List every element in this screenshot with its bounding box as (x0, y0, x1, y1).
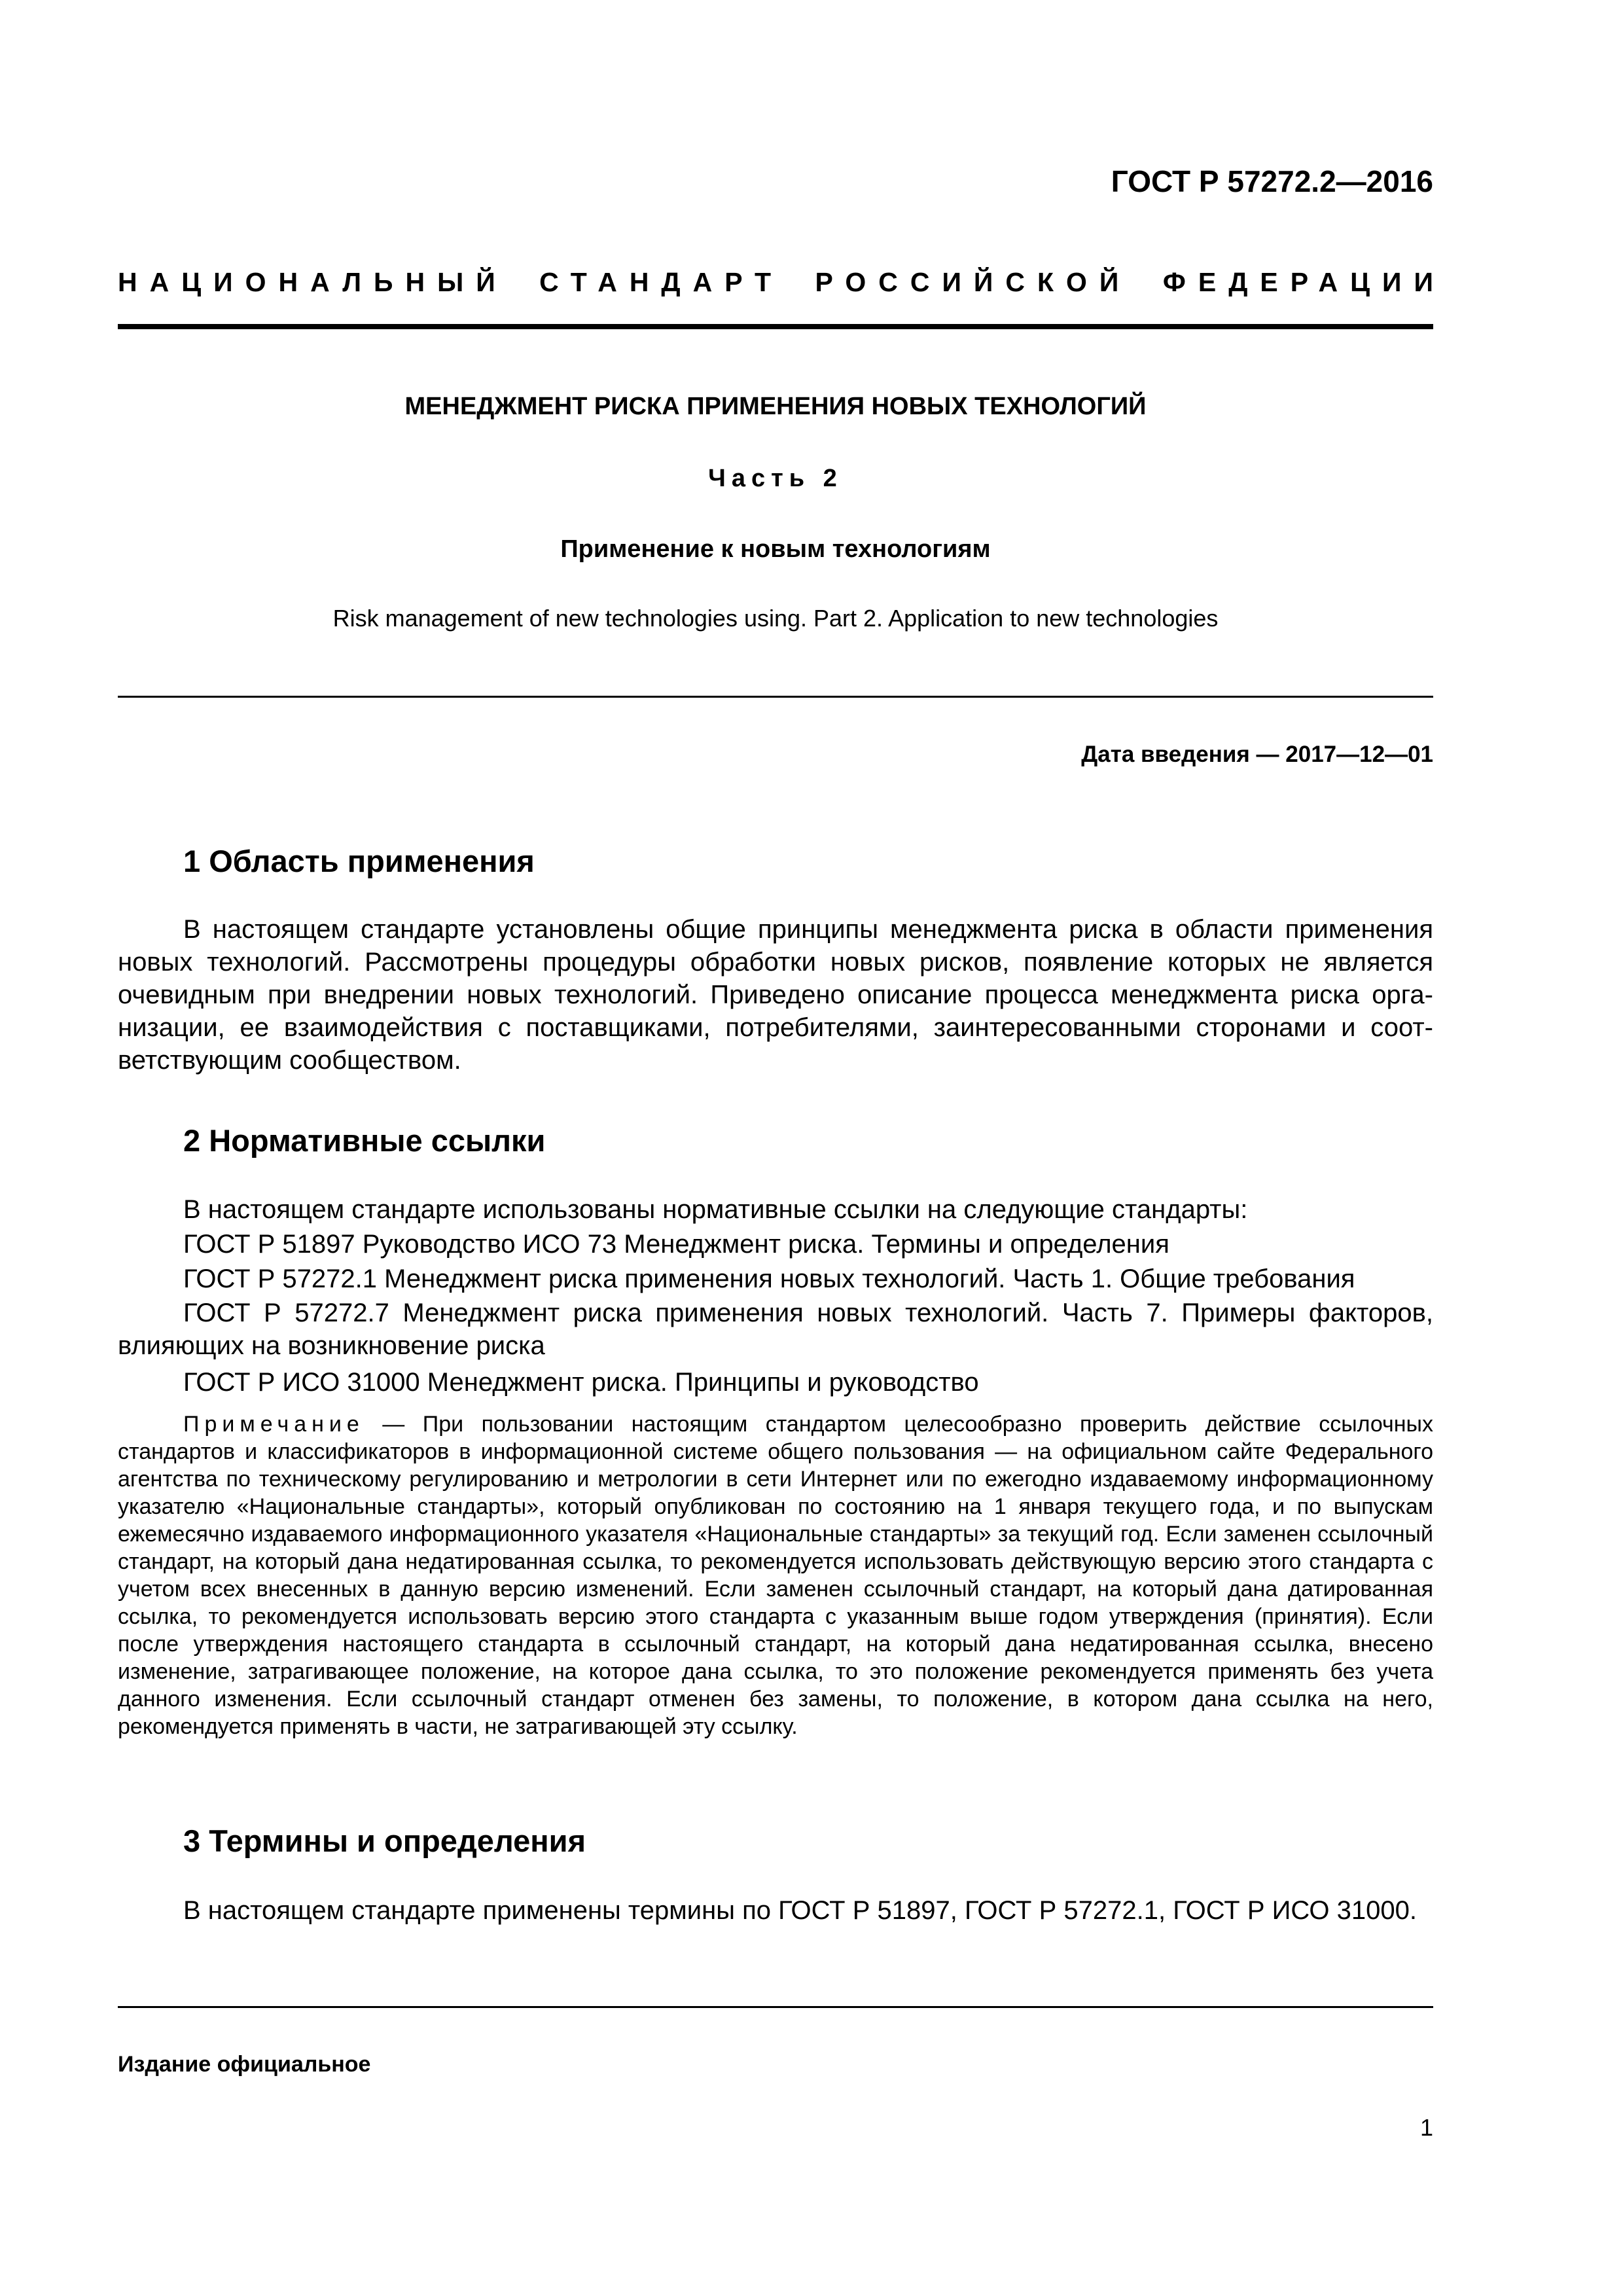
note-label: Примечание (183, 1412, 365, 1437)
section-heading-scope: 1 Область применения (183, 844, 535, 878)
references-note (118, 1410, 1433, 1740)
standard-title: МЕНЕДЖМЕНТ РИСКА ПРИМЕНЕНИЯ НОВЫХ ТЕХНОЛОГИЙ (404, 393, 1147, 420)
title-divider (118, 696, 1433, 698)
part-title: Применение к новым технологиям (560, 535, 991, 563)
reference-item: ГОСТ Р ИСО 31000 Менеджмент риска. Принципы и руководство (183, 1368, 979, 1397)
note-text: — При пользовании настоящим стандартом целесообразно проверить действие ссылочных стандартов и классификаторов в информационной системе общего пользования — на официальном сайте Федерального агентства по техническому регулированию и метрологии в сети Интернет или по ежегодно издаваемому информационному указателю «Национальные стандарты», который опубликован по состоянию на 1 января текущего года, и по выпускам ежемесячно издаваемого информационного указателя «Национальные стандарты» за текущий год. Если заменен ссылочный стандарт, на который дана недатированная ссылка, то рекомендуется использовать действующую версию этого стандарта с учетом всех внесенных в данную версию изменений. Если заменен ссылочный стандарт, на который дана датированная ссылка, то рекомендуется использовать версию этого стандарта с указанным выше годом утверждения (принятия). Если после утверждения настоящего стандарта в ссылочный стандарт, на который дана недатированная ссылка, внесено изменение, затрагивающее положение, на которое дана ссылка, то это положение рекомендуется применять без учета данного изменения. Если ссылочный стандарт отменен без замены, то положение, в котором дана ссылка на него, рекомендуется применять в части, не затрагивающей эту ссылку. (118, 1412, 1433, 1739)
part-label: Часть 2 (708, 465, 843, 492)
footer-divider (118, 2006, 1433, 2008)
document-number: ГОСТ Р 57272.2—2016 (1111, 164, 1433, 198)
page-number: 1 (1419, 2114, 1433, 2141)
reference-item: ГОСТ Р 57272.7 Менеджмент риска применения новых технологий. Часть 7. Примеры факторов, влияющих на возникновение риска (118, 1299, 1433, 1360)
section-heading-terms: 3 Термины и определения (183, 1823, 586, 1858)
banner-word: НАЦИОНАЛЬНЫЙ (118, 267, 508, 297)
introduction-date: Дата введения — 2017—12—01 (1081, 742, 1433, 767)
banner-word: РОССИЙСКОЙ (815, 267, 1132, 297)
banner-word: СТАНДАРТ (539, 267, 784, 297)
official-edition-label: Издание официальное (118, 2052, 371, 2077)
section-heading-references: 2 Нормативные ссылки (183, 1123, 546, 1158)
section-terms-text: В настоящем стандарте применены термины по ГОСТ Р 51897, ГОСТ Р 57272.1, ГОСТ Р ИСО 31000. (183, 1896, 1417, 1925)
section-scope-text: В настоящем стандарте установлены общие принципы менеджмента риска в области применения новых технологий. Рассмотрены процедуры обработки новых рисков, появление которых не является очевидным при внедрении новых технологий. Приведено описание процесса менеджмента риска организации, ее взаимодействия с поставщиками, потребителями, заинтересованными сторонами и соответствующим сообществом. (118, 915, 1433, 1075)
reference-item: ГОСТ Р 51897 Руководство ИСО 73 Менеджмент риска. Термины и определения (183, 1230, 1169, 1259)
references-lead: В настоящем стандарте использованы нормативные ссылки на следующие стандарты: (183, 1195, 1248, 1224)
banner-word: ФЕДЕРАЦИИ (1162, 267, 1446, 297)
english-title: Risk management of new technologies using. Part 2. Application to new technologies (332, 605, 1219, 632)
header-divider (118, 324, 1433, 329)
reference-item: ГОСТ Р 57272.1 Менеджмент риска применения новых технологий. Часть 1. Общие требования (183, 1265, 1355, 1293)
national-standard-banner (118, 267, 1446, 298)
